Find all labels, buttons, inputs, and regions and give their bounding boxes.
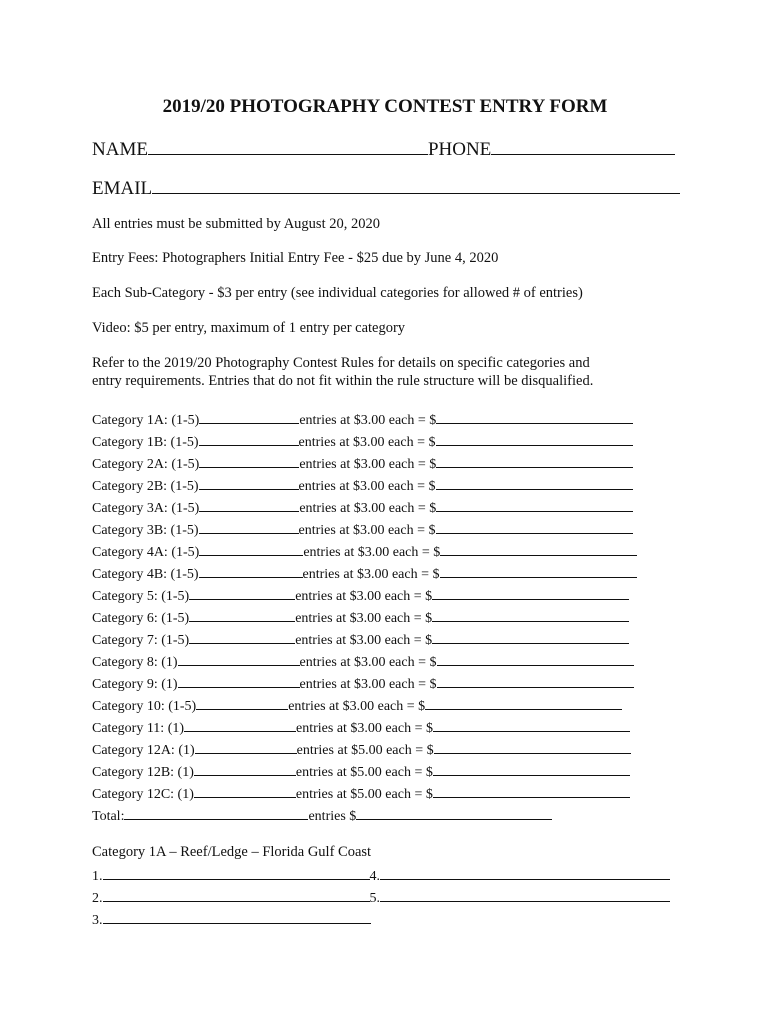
amount-field[interactable]	[425, 695, 622, 710]
entries-field[interactable]	[199, 519, 299, 534]
photo-entry-field[interactable]	[380, 865, 670, 880]
category-fee-text: entries at $3.00 each = $	[296, 721, 433, 736]
category-fee-text: entries at $3.00 each = $	[298, 523, 436, 538]
amount-field[interactable]	[433, 717, 630, 732]
entry-number: 5.	[369, 891, 380, 906]
total-text: entries $	[308, 809, 357, 824]
category-row	[92, 629, 629, 650]
entries-field[interactable]	[189, 629, 295, 644]
category-fee-text: entries at $5.00 each = $	[295, 765, 433, 780]
category-row	[92, 585, 629, 606]
category-fee-text: entries at $3.00 each = $	[299, 655, 437, 670]
entries-field[interactable]	[199, 475, 299, 490]
deadline-text: All entries must be submitted by August 20, 2020	[92, 216, 380, 232]
category-label: Category 1A: (1-5)	[92, 413, 200, 428]
category-label: Category 3B: (1-5)	[92, 523, 199, 538]
video-text: Video: $5 per entry, maximum of 1 entry per category	[92, 320, 406, 336]
amount-field[interactable]	[433, 761, 630, 776]
entries-field[interactable]	[194, 761, 296, 776]
photo-entry-field[interactable]	[103, 909, 371, 924]
category-fee-text: entries at $3.00 each = $	[299, 413, 437, 428]
amount-field[interactable]	[436, 409, 633, 424]
category-fee-text: entries at $3.00 each = $	[299, 457, 437, 472]
total-row	[92, 805, 552, 826]
category-fee-text: entries at $3.00 each = $	[295, 633, 433, 648]
category-fee-text: entries at $3.00 each = $	[295, 589, 433, 604]
category-label: Category 12C: (1)	[92, 787, 194, 802]
section-heading: Category 1A – Reef/Ledge – Florida Gulf Coast	[92, 844, 372, 860]
entry-fees-text: Entry Fees: Photographers Initial Entry Fee - $25 due by June 4, 2020	[92, 250, 499, 266]
entry-number: 1.	[92, 869, 103, 884]
page-title: 2019/20 PHOTOGRAPHY CONTEST ENTRY FORM	[162, 96, 608, 117]
category-label: Category 5: (1-5)	[92, 589, 190, 604]
category-label: Category 9: (1)	[92, 677, 178, 692]
category-row	[92, 519, 633, 540]
email-label: EMAIL	[92, 178, 153, 199]
category-label: Category 12B: (1)	[92, 765, 194, 780]
category-row	[92, 475, 633, 496]
category-label: Category 11: (1)	[92, 721, 185, 736]
category-row	[92, 607, 629, 628]
entries-field[interactable]	[199, 497, 299, 512]
entry-number: 2.	[92, 891, 103, 906]
amount-field[interactable]	[437, 673, 634, 688]
entries-field[interactable]	[199, 563, 303, 578]
name-field[interactable]	[148, 138, 428, 155]
entries-field[interactable]	[194, 783, 296, 798]
category-fee-text: entries at $5.00 each = $	[296, 743, 434, 758]
category-fee-text: entries at $3.00 each = $	[298, 435, 436, 450]
category-label: Category 3A: (1-5)	[92, 501, 200, 516]
entries-field[interactable]	[178, 651, 300, 666]
amount-field[interactable]	[436, 519, 633, 534]
rules-text-line2: entry requirements. Entries that do not fit within the rule structure will be disqualified.	[92, 373, 594, 389]
category-label: Category 1B: (1-5)	[92, 435, 199, 450]
phone-field[interactable]	[491, 138, 675, 155]
entries-field[interactable]	[178, 673, 300, 688]
photo-entry-field[interactable]	[380, 887, 670, 902]
total-amount-field[interactable]	[356, 805, 552, 820]
amount-field[interactable]	[434, 739, 631, 754]
category-fee-text: entries at $3.00 each = $	[299, 501, 437, 516]
category-row	[92, 783, 630, 804]
total-label: Total:	[92, 809, 125, 824]
category-row	[92, 563, 637, 584]
category-row	[92, 431, 633, 452]
category-label: Category 4B: (1-5)	[92, 567, 199, 582]
entries-field[interactable]	[199, 453, 299, 468]
entry-number: 4.	[369, 869, 380, 884]
rules-text-line1: Refer to the 2019/20 Photography Contest Rules for details on specific categories and	[92, 355, 590, 371]
category-row	[92, 453, 633, 474]
category-label: Category 7: (1-5)	[92, 633, 190, 648]
entries-field[interactable]	[199, 431, 299, 446]
category-row	[92, 541, 637, 562]
category-fee-text: entries at $3.00 each = $	[288, 699, 426, 714]
photo-entry-field[interactable]	[103, 865, 370, 880]
photo-entry-field[interactable]	[103, 887, 370, 902]
category-fee-text: entries at $3.00 each = $	[302, 567, 440, 582]
entries-field[interactable]	[199, 541, 303, 556]
phone-label: PHONE	[427, 139, 492, 160]
photo-entry-row	[92, 887, 670, 908]
amount-field[interactable]	[432, 607, 629, 622]
entries-field[interactable]	[195, 739, 297, 754]
email-field[interactable]	[152, 177, 680, 194]
subcategory-text: Each Sub-Category - $3 per entry (see individual categories for allowed # of entries)	[92, 285, 583, 301]
entry-number: 3.	[92, 913, 103, 928]
category-row	[92, 673, 634, 694]
photo-entry-row	[92, 909, 371, 930]
category-label: Category 10: (1-5)	[92, 699, 197, 714]
name-label: NAME	[92, 139, 148, 160]
category-label: Category 2A: (1-5)	[92, 457, 200, 472]
amount-field[interactable]	[436, 453, 633, 468]
name-phone-row	[92, 138, 675, 161]
amount-field[interactable]	[432, 629, 629, 644]
entries-field[interactable]	[199, 409, 299, 424]
category-label: Category 4A: (1-5)	[92, 545, 200, 560]
category-label: Category 12A: (1)	[92, 743, 195, 758]
amount-field[interactable]	[436, 431, 633, 446]
amount-field[interactable]	[440, 541, 637, 556]
entries-field[interactable]	[196, 695, 288, 710]
category-fee-text: entries at $3.00 each = $	[303, 545, 441, 560]
category-row	[92, 409, 633, 430]
category-row	[92, 717, 630, 738]
category-label: Category 2B: (1-5)	[92, 479, 199, 494]
category-fee-text: entries at $3.00 each = $	[299, 677, 437, 692]
amount-field[interactable]	[436, 475, 633, 490]
amount-field[interactable]	[433, 783, 630, 798]
entries-field[interactable]	[189, 607, 295, 622]
entries-field[interactable]	[189, 585, 295, 600]
photo-entry-row	[92, 865, 670, 886]
category-row	[92, 651, 634, 672]
entries-field[interactable]	[184, 717, 296, 732]
category-fee-text: entries at $3.00 each = $	[295, 611, 433, 626]
category-row	[92, 739, 631, 760]
category-label: Category 6: (1-5)	[92, 611, 190, 626]
amount-field[interactable]	[432, 585, 629, 600]
total-entries-field[interactable]	[124, 805, 308, 820]
amount-field[interactable]	[437, 651, 634, 666]
amount-field[interactable]	[440, 563, 637, 578]
category-label: Category 8: (1)	[92, 655, 178, 670]
amount-field[interactable]	[436, 497, 633, 512]
category-fee-text: entries at $5.00 each = $	[295, 787, 433, 802]
category-row	[92, 695, 622, 716]
category-row	[92, 497, 633, 518]
email-row	[92, 177, 680, 200]
category-row	[92, 761, 630, 782]
category-fee-text: entries at $3.00 each = $	[298, 479, 436, 494]
